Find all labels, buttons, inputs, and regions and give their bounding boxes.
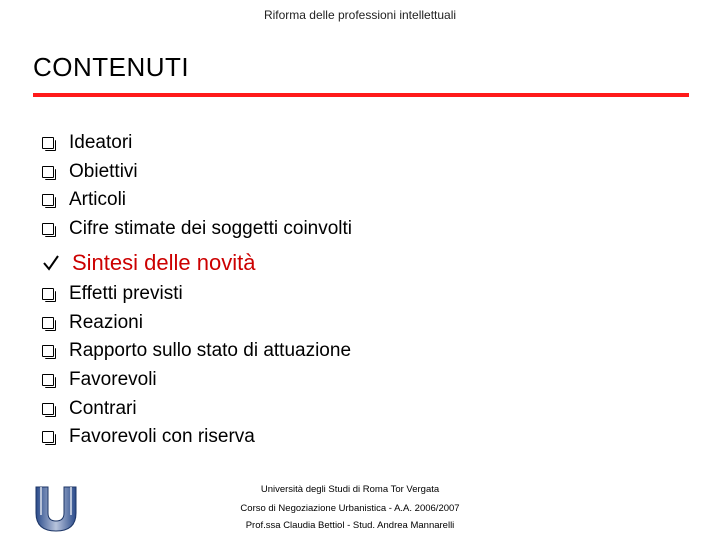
university-logo-icon: [34, 483, 78, 533]
hollow-square-icon: [42, 431, 54, 443]
hollow-square-icon: [42, 137, 54, 149]
list-item: Contrari: [42, 394, 351, 423]
footer-authors: Prof.ssa Claudia Bettiol - Stud. Andrea Mannarelli: [245, 520, 455, 531]
title-underline: [33, 93, 689, 97]
list-item: Rapporto sullo stato di attuazione: [42, 337, 351, 366]
list-item: Obiettivi: [42, 158, 352, 187]
content-list-2: [42, 280, 351, 452]
checkmark-icon: [42, 254, 60, 272]
list-item: Favorevoli: [42, 366, 351, 395]
list-item: Articoli: [42, 186, 352, 215]
footer-university: Università degli Studi di Roma Tor Vergata: [260, 484, 440, 495]
slide-header: Riforma delle professioni intellettuali: [263, 8, 457, 22]
content-list-1: [42, 129, 352, 243]
list-item: Ideatori: [42, 129, 352, 158]
hollow-square-icon: [42, 166, 54, 178]
slide-title: CONTENUTI: [33, 52, 190, 82]
hollow-square-icon: [42, 345, 54, 357]
hollow-square-icon: [42, 223, 54, 235]
hollow-square-icon: [42, 288, 54, 300]
highlighted-item: [42, 250, 255, 276]
footer-course: Corso di Negoziazione Urbanistica - A.A. 2006/2007: [240, 503, 460, 514]
list-item: Cifre stimate dei soggetti coinvolti: [42, 215, 352, 244]
hollow-square-icon: [42, 194, 54, 206]
highlighted-item-label: Sintesi delle novità: [72, 250, 256, 275]
hollow-square-icon: [42, 403, 54, 415]
list-item: Reazioni: [42, 309, 351, 338]
list-item: Favorevoli con riserva: [42, 423, 351, 452]
hollow-square-icon: [42, 317, 54, 329]
hollow-square-icon: [42, 374, 54, 386]
list-item: Effetti previsti: [42, 280, 351, 309]
